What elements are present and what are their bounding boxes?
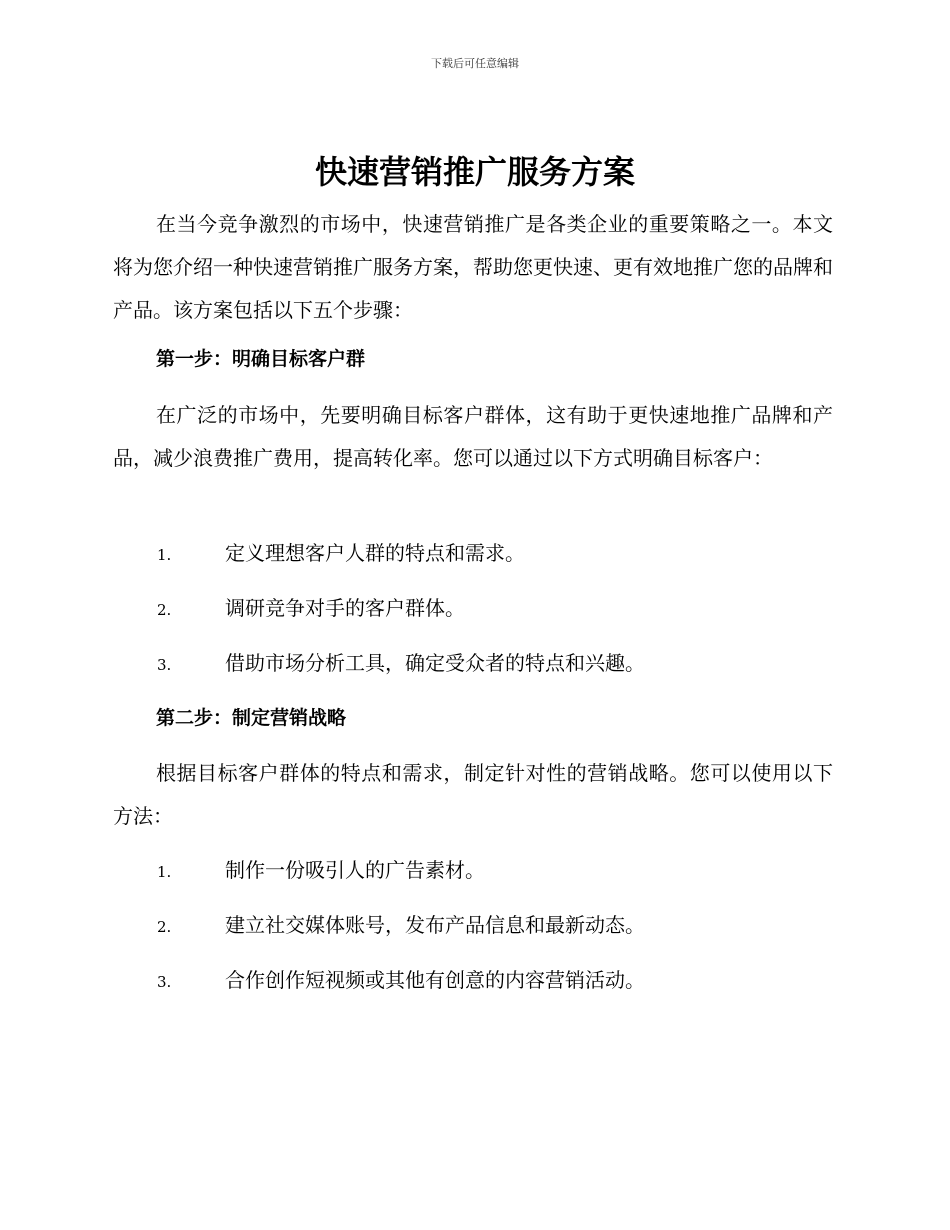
- list-text: 定义理想客户人群的特点和需求。: [225, 541, 525, 565]
- step1-paragraph: 在广泛的市场中，先要明确目标客户群体，这有助于更快速地推广品牌和产品，减少浪费推广费用，提高转化率。您可以通过以下方式明确目标客户：: [113, 403, 833, 470]
- document-title: 快速营销推广服务方案: [314, 153, 635, 191]
- list-number: 3.: [157, 973, 172, 991]
- step1-list: [113, 648, 833, 680]
- step1-body-section: [113, 394, 833, 480]
- intro-section: [113, 203, 833, 332]
- list-number: 1.: [157, 863, 172, 881]
- list-text: 借助市场分析工具，确定受众者的特点和兴趣。: [225, 651, 645, 675]
- list-number: 1.: [157, 546, 172, 564]
- list-item: [113, 648, 833, 680]
- step1-list: [113, 538, 833, 570]
- step2-list: [113, 855, 833, 887]
- step1-list: [113, 593, 833, 625]
- step2-heading: 第二步：制定营销战略: [156, 707, 347, 729]
- list-number: 2.: [157, 918, 172, 936]
- step2-section: [113, 703, 833, 733]
- list-text: 合作创作短视频或其他有创意的内容营销活动。: [225, 968, 645, 992]
- header-note: 下载后可任意编辑: [431, 57, 519, 70]
- list-item: [113, 910, 833, 942]
- list-text: 建立社交媒体账号，发布产品信息和最新动态。: [225, 913, 645, 937]
- list-text: 制作一份吸引人的广告素材。: [225, 858, 485, 882]
- step2-body-section: [113, 752, 833, 838]
- list-text: 调研竞争对手的客户群体。: [225, 596, 465, 620]
- step1-heading: 第一步：明确目标客户群: [156, 348, 366, 370]
- step1-section: [113, 344, 833, 374]
- step2-paragraph: 根据目标客户群体的特点和需求，制定针对性的营销战略。您可以使用以下方法：: [113, 761, 833, 828]
- list-item: [113, 855, 833, 887]
- list-item: [113, 965, 833, 997]
- list-number: 2.: [157, 601, 172, 619]
- list-number: 3.: [157, 656, 172, 674]
- step2-list: [113, 910, 833, 942]
- list-item: [113, 538, 833, 570]
- list-item: [113, 593, 833, 625]
- intro-paragraph: 在当今竞争激烈的市场中，快速营销推广是各类企业的重要策略之一。本文将为您介绍一种快速营销推广服务方案，帮助您更快速、更有效地推广您的品牌和产品。该方案包括以下五个步骤：: [113, 212, 833, 322]
- step2-list: [113, 965, 833, 997]
